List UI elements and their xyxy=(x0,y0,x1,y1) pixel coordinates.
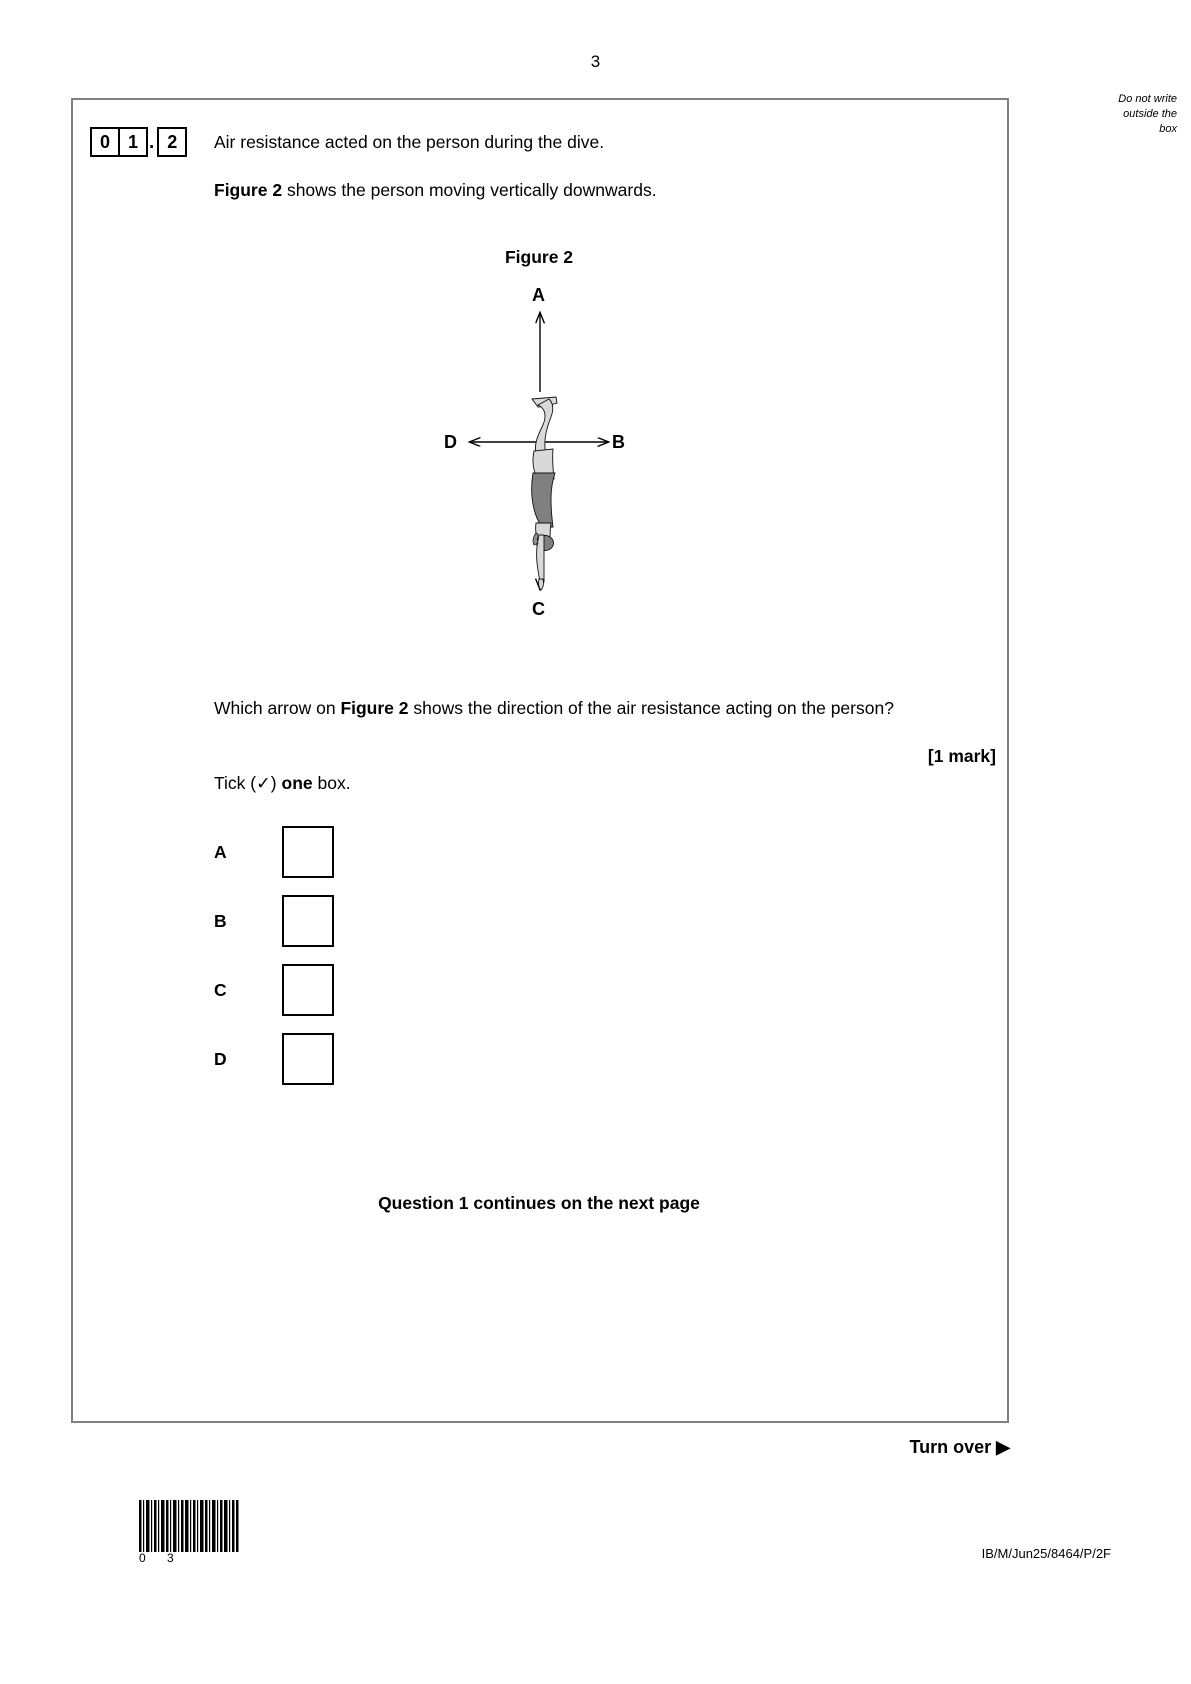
question-stem: Air resistance acted on the person during the dive. xyxy=(214,132,605,152)
answer-option-c-label: C xyxy=(214,979,227,1000)
dnw-line-1: Do not write xyxy=(1118,93,1177,105)
question-continues-note: Question 1 continues on the next page xyxy=(378,1193,700,1213)
diver-figure xyxy=(532,397,557,590)
answer-checkbox-c[interactable] xyxy=(282,964,334,1016)
question-number xyxy=(90,124,187,160)
answer-checkbox-b[interactable] xyxy=(282,895,334,947)
barcode xyxy=(139,1500,239,1552)
question-prompt xyxy=(214,695,904,721)
answer-option-d-label: D xyxy=(214,1048,227,1069)
tick-bold-one: one xyxy=(281,773,313,793)
tick-suffix: box. xyxy=(312,773,351,793)
figure-intro-rest: shows the person moving vertically downwards. xyxy=(282,180,657,200)
figure-2-diagram xyxy=(420,285,680,625)
figure-intro-text xyxy=(214,177,657,203)
dnw-line-2: outside the xyxy=(1123,108,1177,120)
barcode-digits: 0 3 xyxy=(139,1551,183,1565)
arrow-label-a: A xyxy=(532,285,545,305)
prompt-part-1: Which arrow on xyxy=(214,698,341,718)
arrow-label-c: C xyxy=(532,599,545,619)
question-number-digit-2: 1 xyxy=(118,127,148,157)
dnw-line-3: box xyxy=(1159,123,1177,135)
answer-option-b[interactable] xyxy=(214,895,334,947)
answer-option-a-label: A xyxy=(214,841,227,862)
figure-2-svg xyxy=(420,285,680,625)
answer-option-a[interactable] xyxy=(214,826,334,878)
answer-checkbox-d[interactable] xyxy=(282,1033,334,1085)
turn-over-note xyxy=(0,1437,1010,1458)
arrow-label-b: B xyxy=(612,432,625,452)
prompt-part-2: shows the direction of the air resistance acting on the person? xyxy=(408,698,894,718)
tick-instruction xyxy=(214,770,351,796)
turn-over-label: Turn over xyxy=(909,1437,992,1457)
question-sub-number: 2 xyxy=(157,127,187,157)
answer-option-b-label: B xyxy=(214,910,227,931)
turn-over-arrow-icon: ▶ xyxy=(996,1437,1010,1457)
figure-intro-bold: Figure 2 xyxy=(214,180,283,200)
page-number: 3 xyxy=(590,52,601,71)
tick-prefix: Tick ( xyxy=(214,773,257,793)
arrow-label-d: D xyxy=(444,432,457,452)
tick-glyph-icon: ✓ xyxy=(256,773,271,793)
tick-middle: ) xyxy=(270,773,282,793)
question-number-digit-1: 0 xyxy=(90,127,120,157)
footer-reference-code: IB/M/Jun25/8464/P/2F xyxy=(981,1546,1111,1561)
mark-allocation: [1 mark] xyxy=(927,746,996,766)
prompt-figure-ref: Figure 2 xyxy=(340,698,409,718)
answer-checkbox-a[interactable] xyxy=(282,826,334,878)
do-not-write-outside-box-note xyxy=(1027,92,1177,137)
question-number-separator: . xyxy=(149,132,155,153)
answer-option-c[interactable] xyxy=(214,964,334,1016)
answer-option-d[interactable] xyxy=(214,1033,334,1085)
figure-title: Figure 2 xyxy=(504,247,574,267)
